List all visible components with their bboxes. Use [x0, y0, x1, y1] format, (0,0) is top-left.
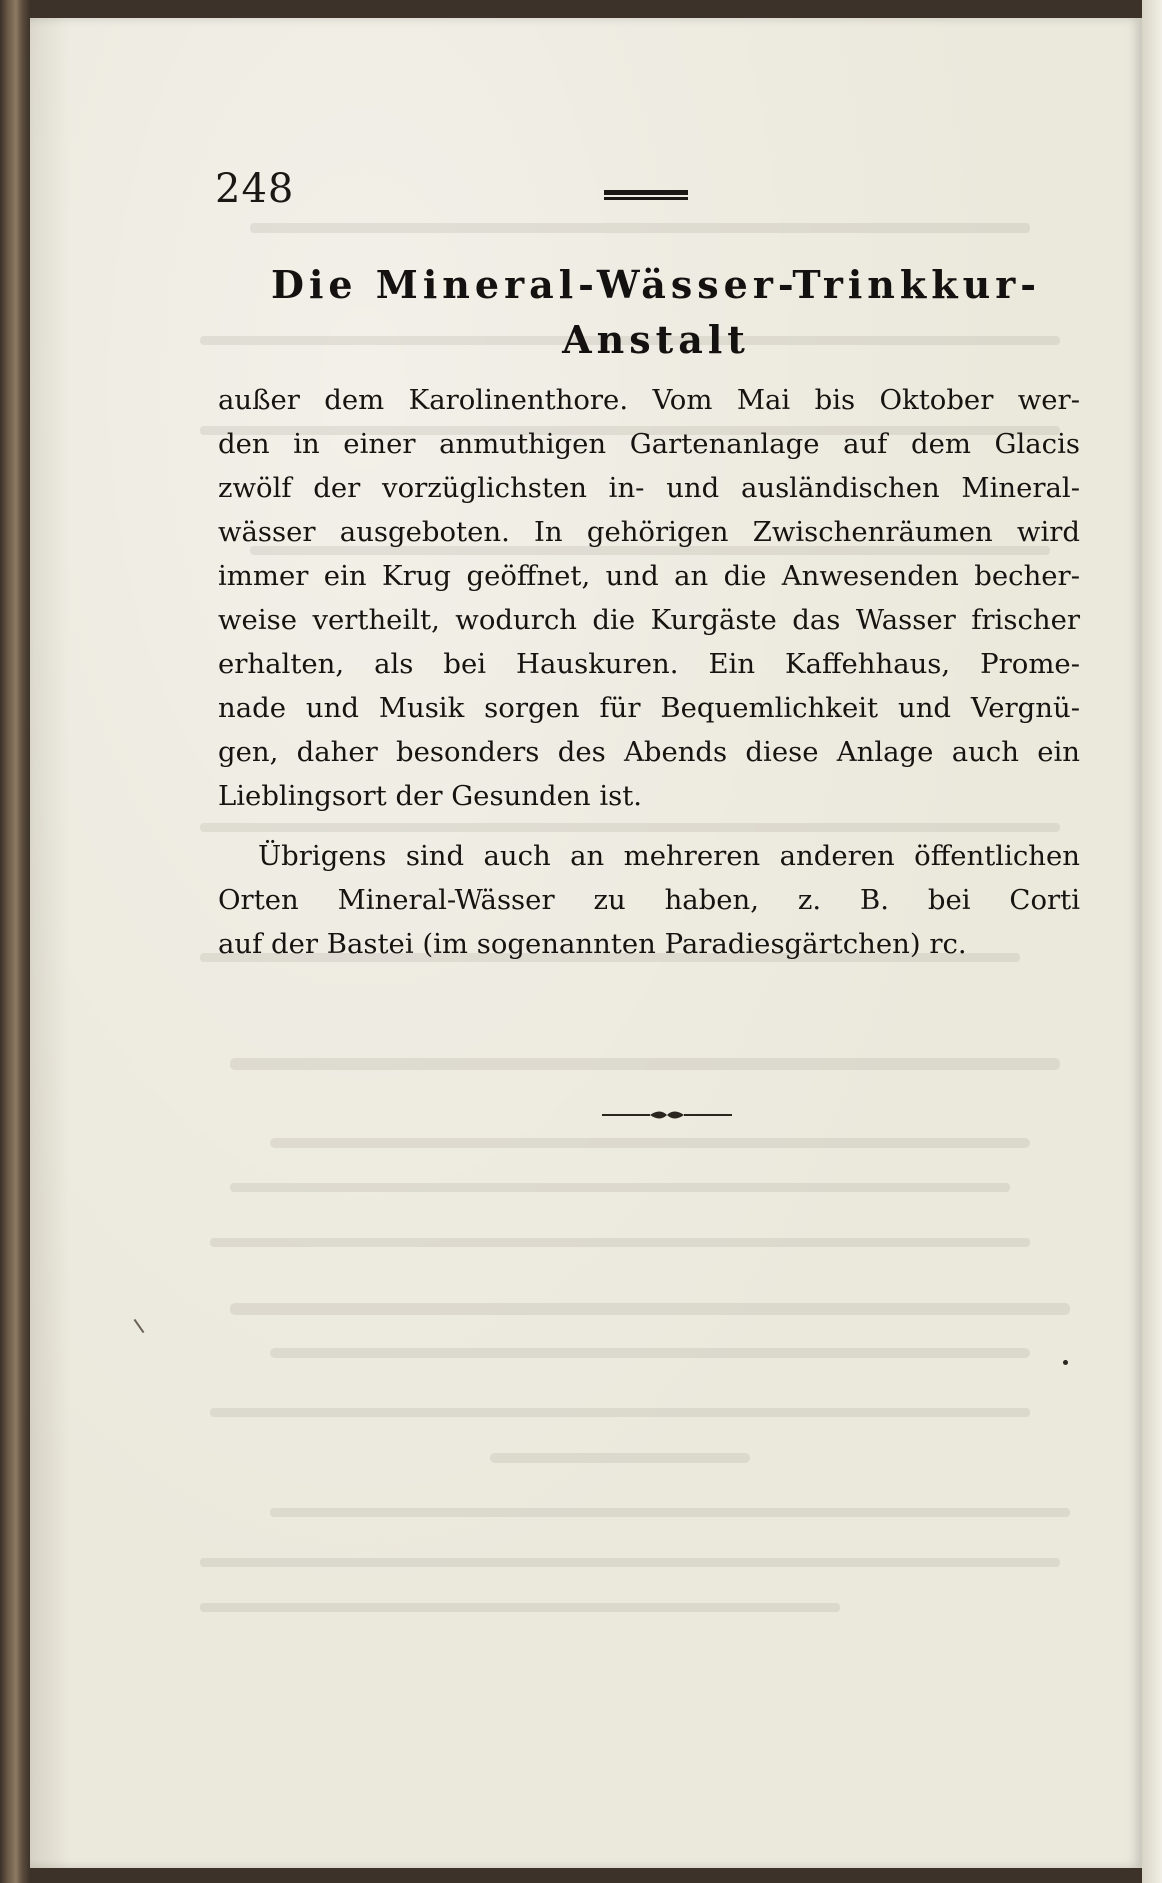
ink-speck	[1063, 1360, 1068, 1365]
text-line: wässer ausgeboten. In gehörigen Zwischenräumen wird	[218, 516, 1080, 548]
text-line: außer dem Karolinenthore. Vom Mai bis Oktober wer-	[218, 384, 1080, 416]
text-line: weise vertheilt, wodurch die Kurgäste das Wasser frischer	[218, 604, 1080, 636]
header-rule	[604, 190, 688, 200]
text-line: nade und Musik sorgen für Bequemlichkeit und Vergnü-	[218, 692, 1080, 724]
text-line: Orten Mineral-Wässer zu haben, z. B. bei Corti	[218, 884, 1080, 916]
text-line: Übrigens sind auch an mehreren anderen öffentlichen	[258, 840, 1080, 872]
ornament-divider	[602, 1108, 732, 1122]
page-edge	[1142, 0, 1162, 1883]
section-title-line-1: Die Mineral-Wässer-Trinkkur-	[270, 262, 1041, 307]
text-line: erhalten, als bei Hauskuren. Ein Kaffehhaus, Prome-	[218, 648, 1080, 680]
book-page	[30, 18, 1142, 1868]
text-line: Lieblingsort der Gesunden ist.	[218, 780, 643, 812]
text-line: immer ein Krug geöffnet, und an die Anwesenden becher-	[218, 560, 1080, 592]
page-number: 248	[215, 166, 295, 212]
text-line: gen, daher besonders des Abends diese Anlage auch ein	[218, 736, 1080, 768]
text-line: auf der Bastei (im sogenannten Paradiesgärtchen) rc.	[218, 928, 967, 960]
text-line: zwölf der vorzüglichsten in- und ausländischen Mineral-	[218, 472, 1080, 504]
text-line: den in einer anmuthigen Gartenanlage auf dem Glacis	[218, 428, 1080, 460]
section-title-line-2: Anstalt	[562, 317, 750, 362]
